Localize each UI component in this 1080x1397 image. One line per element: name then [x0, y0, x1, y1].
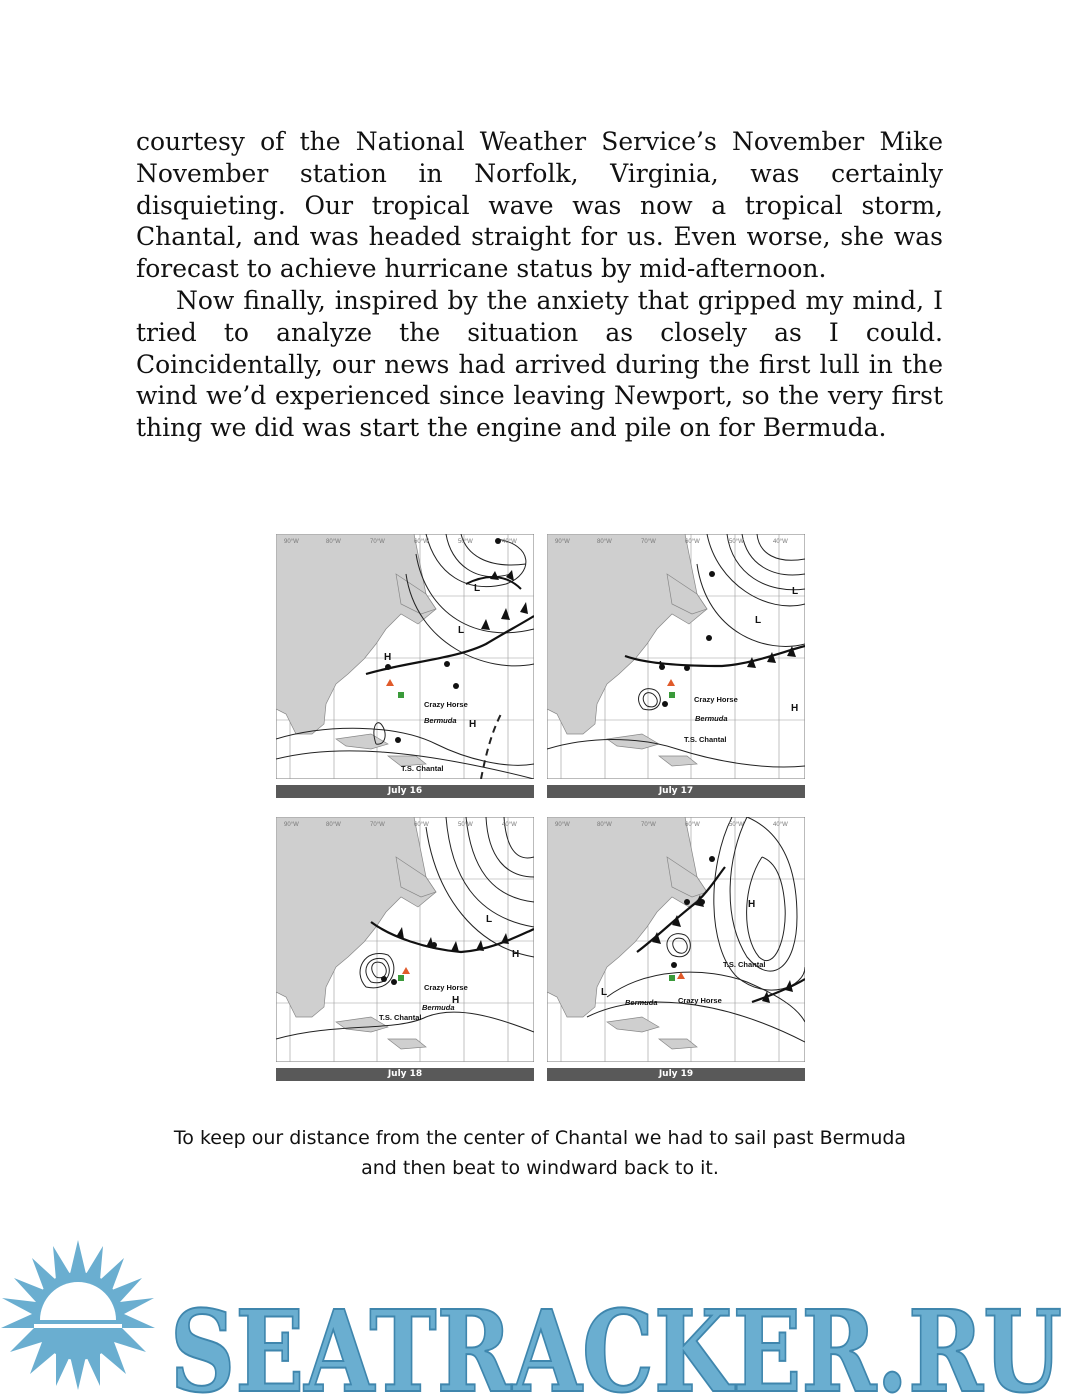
watermark-text: SEATRACKER.RU [170, 1287, 1062, 1397]
lon-label-70: 70°W [641, 539, 656, 545]
high-pressure-label: H [469, 719, 477, 730]
low-pressure-label: L [458, 625, 465, 636]
weather-map-july-17 [547, 534, 805, 798]
lon-label-70: 70°W [370, 822, 385, 828]
lon-label-80: 80°W [597, 822, 612, 828]
map-date-label: July 16 [276, 785, 534, 798]
map-graphic [547, 817, 805, 1062]
lon-label-90: 90°W [555, 822, 570, 828]
lon-label-40: 40°W [502, 822, 517, 828]
storm-label: T.S. Chantal [684, 735, 727, 744]
lon-label-50: 50°W [458, 539, 473, 545]
lon-label-50: 50°W [729, 539, 744, 545]
storm-label: T.S. Chantal [379, 1013, 422, 1022]
lon-label-60: 60°W [414, 822, 429, 828]
lon-label-40: 40°W [773, 822, 788, 828]
weather-map-figure [276, 534, 805, 1081]
map-date-label: July 18 [276, 1068, 534, 1081]
low-pressure-label: L [474, 583, 481, 594]
lon-label-50: 50°W [458, 822, 473, 828]
map-date-label: July 19 [547, 1068, 805, 1081]
watermark-logo [0, 1236, 1080, 1397]
caption-line-2: and then beat to windward back to it. [361, 1157, 719, 1179]
high-pressure-label: H [452, 995, 460, 1006]
lon-label-80: 80°W [326, 822, 341, 828]
lon-label-40: 40°W [773, 539, 788, 545]
vessel-label: Crazy Horse [424, 700, 468, 709]
island-label: Bermuda [422, 1003, 455, 1012]
lon-label-90: 90°W [284, 822, 299, 828]
map-graphic [276, 817, 534, 1062]
figure-caption [130, 1123, 950, 1183]
high-pressure-label: H [791, 703, 799, 714]
sun-icon [1, 1240, 155, 1390]
low-pressure-label: L [659, 660, 666, 671]
article-body [136, 126, 943, 444]
island-label: Bermuda [695, 714, 728, 723]
high-pressure-label: H [384, 652, 392, 663]
map-date-label: July 17 [547, 785, 805, 798]
high-pressure-label: H [512, 949, 520, 960]
lon-label-60: 60°W [685, 539, 700, 545]
high-pressure-label: H [748, 899, 756, 910]
paragraph-1: courtesy of the National Weather Service’s November Mike November station in Norfolk, Virginia, was certainly disquieting. Our tropical wave was now a tropical storm, Chantal, and was headed straight for us. Even worse, she was forecast to achieve hurricane status by mid-afternoon. [136, 127, 943, 284]
low-pressure-label: L [755, 615, 762, 626]
island-label: Bermuda [625, 998, 658, 1007]
lon-label-90: 90°W [555, 539, 570, 545]
storm-label: T.S. Chantal [401, 764, 444, 773]
lon-label-50: 50°W [729, 822, 744, 828]
lon-label-40: 40°W [502, 539, 517, 545]
map-graphic [276, 534, 534, 779]
storm-label: T.S. Chantal [723, 960, 766, 969]
low-pressure-label: L [601, 987, 608, 998]
lon-label-60: 60°W [685, 822, 700, 828]
lon-label-90: 90°W [284, 539, 299, 545]
weather-map-july-18 [276, 817, 534, 1081]
lon-label-70: 70°W [370, 539, 385, 545]
paragraph-2: Now finally, inspired by the anxiety that gripped my mind, I tried to analyze the situation as closely as I could. Coincidentally, our news had arrived during the first lull in the wind we’d experienced since leaving Newport, so the very first thing we did was start the engine and pile on for Bermuda. [136, 285, 943, 443]
vessel-label: Crazy Horse [424, 983, 468, 992]
island-label: Bermuda [424, 716, 457, 725]
vessel-label: Crazy Horse [678, 996, 722, 1005]
caption-line-1: To keep our distance from the center of Chantal we had to sail past Bermuda [173, 1127, 907, 1149]
lon-label-70: 70°W [641, 822, 656, 828]
lon-label-60: 60°W [414, 539, 429, 545]
map-graphic [547, 534, 805, 779]
low-pressure-label: L [486, 914, 493, 925]
weather-map-july-19 [547, 817, 805, 1081]
lon-label-80: 80°W [597, 539, 612, 545]
vessel-label: Crazy Horse [694, 695, 738, 704]
weather-map-july-16 [276, 534, 534, 798]
low-pressure-label: L [792, 586, 799, 597]
lon-label-80: 80°W [326, 539, 341, 545]
